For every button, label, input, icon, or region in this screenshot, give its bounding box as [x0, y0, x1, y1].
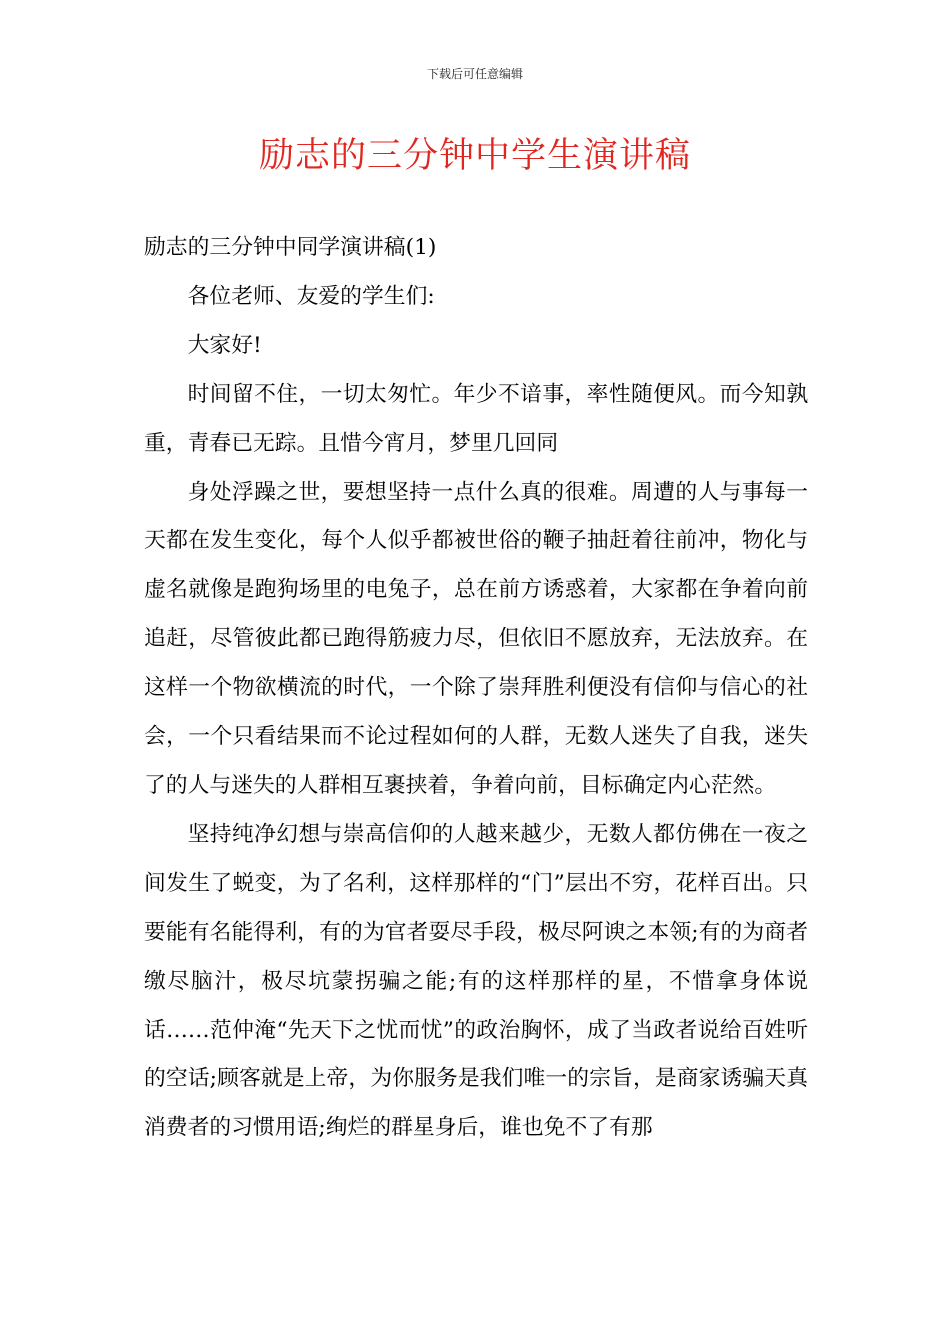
document-title: 励志的三分钟中学生演讲稿	[258, 136, 691, 176]
header-note: 下载后可任意编辑	[426, 67, 523, 81]
paragraph-1: 时间留不住，一切太匆忙。年少不谙事，率性随便风。而今知孰重，青春已无踪。且惜今宵月，梦里几回同	[144, 381, 808, 456]
greeting-line: 各位老师、友爱的学生们:	[187, 283, 435, 309]
paragraph-3: 坚持纯净幻想与崇高信仰的人越来越少，无数人都仿佛在一夜之间发生了蜕变，为了名利，这样那样的“门”层出不穷，花样百出。只要能有名能得利，有的为官者耍尽手段，极尽阿谀之本领;有的为商者缴尽脑汁，极尽坑蒙拐骗之能;有的这样那样的星，不惜拿身体说话……范仲淹“先天下之忧而忧”的政治胸怀，成了当政者说给百姓听的空话;顾客就是上帝，为你服务是我们唯一的宗旨，是商家诱骗天真消费者的习惯用语;绚烂的群星身后，谁也免不了有那	[144, 821, 808, 1141]
document-body	[144, 224, 808, 1153]
document-subheading: 励志的三分钟中同学演讲稿(1)	[144, 235, 437, 260]
hello-line: 大家好!	[187, 332, 262, 358]
paragraph-2: 身处浮躁之世，要想坚持一点什么真的很难。周遭的人与事每一天都在发生变化，每个人似乎都被世俗的鞭子抽赶着往前冲，物化与虚名就像是跑狗场里的电兔子，总在前方诱惑着，大家都在争着向前追赶，尽管彼此都已跑得筋疲力尽，但依旧不愿放弃，无法放弃。在这样一个物欲横流的时代，一个除了崇拜胜利便没有信仰与信心的社会，一个只看结果而不论过程如何的人群，无数人迷失了自我，迷失了的人与迷失的人群相互裹挟着，争着向前，目标确定内心茫然。	[144, 479, 808, 798]
